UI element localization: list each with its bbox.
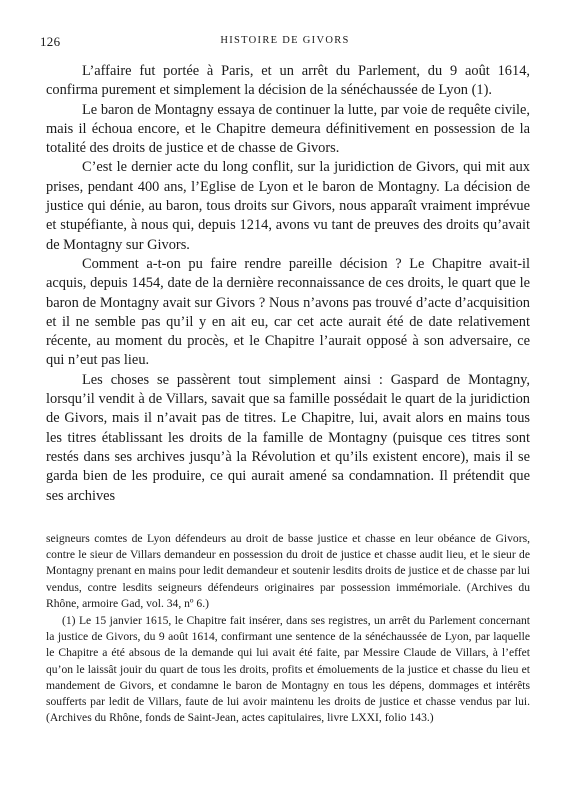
page-number: 126 — [40, 34, 61, 49]
paragraph: L’affaire fut portée à Paris, et un arrêt du Parlement, du 9 août 1614, confirma purement et simplement la décision de la sénéchaussée de Lyon (1). — [46, 63, 530, 99]
footnotes — [46, 531, 530, 726]
paragraph: Les choses se passèrent tout simplement ainsi : Gaspard de Montagny, lorsqu’il vendit à de Villars, savait que sa famille possédait le quart de la juridiction de Givors, mais il n’avait pas de titres. Le Chapitre, lui, avait alors en mains tous les titres établissant les droits de la famille de Montagny (puisque ces titres sont restés dans ses archives jusqu’à la Révolution et qu’ils existent encore), mais il se garda bien de les produire, ce qui aurait amené sa condamnation. Il prétendit que ses archives — [46, 371, 530, 504]
running-head: HISTOIRE DE GIVORS — [220, 35, 350, 46]
footnote-1: (1) Le 15 janvier 1615, le Chapitre fait insérer, dans ses registres, un arrêt du Parlement concernant la justice de Givors, du 9 août 1614, confirmant une sentence de la sénéchaussée de Lyon, par laquelle le Chapitre a été absous de la demande qui lui avait été faite, par Messire Claude de Villars, à l’effet qu’on le laissât jouir du quart de tous les droits, profits et émoluements de la justice et chasse du lieu et mandement de Givors, et condamne le baron de Montagny en tous les dépens, dommages et intérêts soufferts par ledit de Villars, faute de lui avoir maintenu les droits de justice et chasse vendus par lui. (Archives du Rhône, fonds de Saint-Jean, actes capitulaires, livre LXXI, folio 143.) — [46, 614, 530, 725]
footnote-continuation: seigneurs comtes de Lyon défendeurs au droit de basse justice et chasse en leur obéance de Givors, contre le sieur de Villars demandeur en possession du droit de justice et chasse audit lieu, et le sieur de Montagny prenant en mains pour ledit demandeur et soutenir lesdits droits de justice et de chasse par lui vendus, contre lesdits seigneurs défendeurs originaires par possession immémoriale. (Archives du Rhône, armoire Gad, vol. 34, nº 6.) — [46, 532, 530, 610]
paragraph: Comment a-t-on pu faire rendre pareille décision ? Le Chapitre avait-il acquis, depuis 1454, date de la dernière reconnaissance de ces droits, le quart que le baron de Montagny avait sur Givors ? Nous n’avons pas trouvé d’acte d’acquisition et il ne semble pas qu’il y en ait eu, car cet acte aurait été de date relativement récente, au moment du procès, et le Chapitre l’aurait opposé à son adversaire, ce qui n’eut pas lieu. — [46, 255, 530, 369]
paragraph: C’est le dernier acte du long conflit, sur la juridiction de Givors, qui mit aux prises, pendant 400 ans, l’Eglise de Lyon et le baron de Montagny. La décision de justice qui dénie, au baron, tous droits sur Givors, nous apparaît vraiment imprévue et stupéfiante, à nous qui, depuis 1214, avons vu tant de preuves des droits qu’avait de Montagny sur Givors. — [46, 159, 530, 253]
paragraph: Le baron de Montagny essaya de continuer la lutte, par voie de requête civile, mais il échoua encore, et le Chapitre demeura définitivement en possession de la totalité des droits de justice et de chasse de Givors. — [46, 101, 530, 157]
page-header — [40, 34, 530, 50]
main-text — [46, 62, 530, 506]
